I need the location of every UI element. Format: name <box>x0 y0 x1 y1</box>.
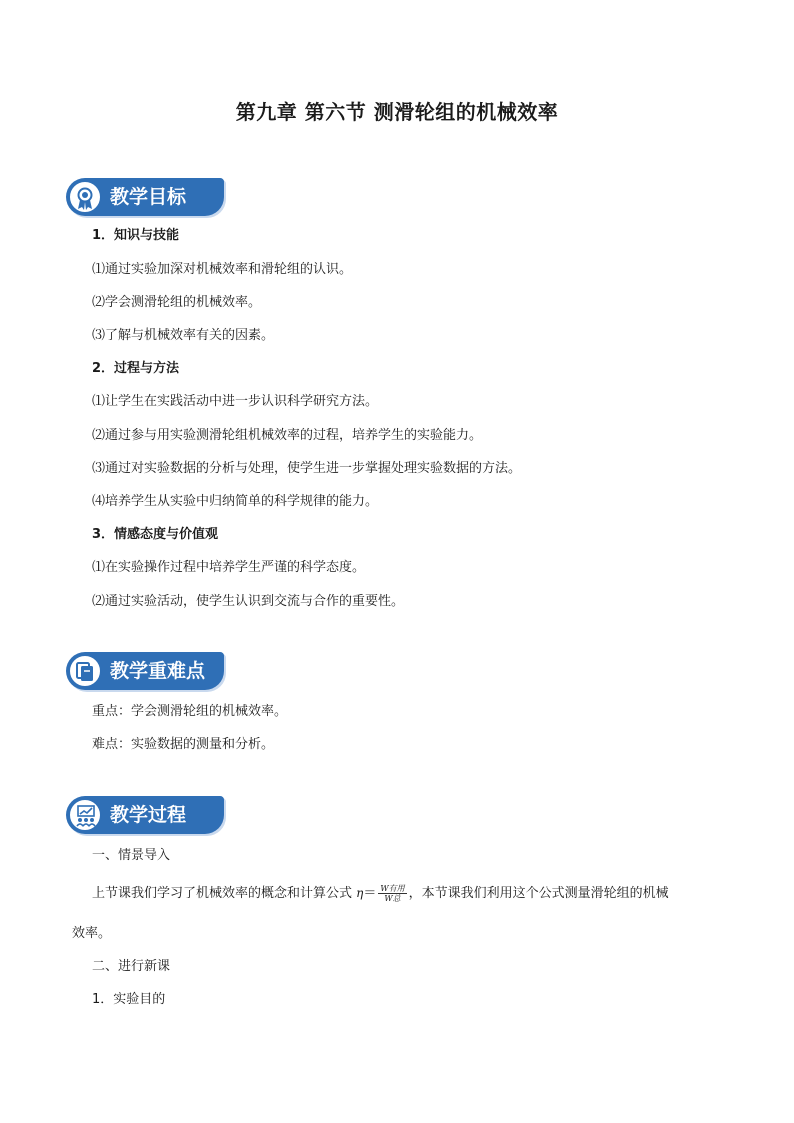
page-title: 第九章 第六节 测滑轮组的机械效率 <box>235 100 559 124</box>
experiment-purpose-heading: 1．实验目的 <box>92 992 166 1007</box>
section-heading: 教学过程 <box>110 804 187 826</box>
new-lesson-heading: 二、进行新课 <box>92 959 171 974</box>
intro-heading: 一、情景导入 <box>92 848 171 863</box>
key-point: 重点：学会测滑轮组的机械效率。 <box>92 704 288 719</box>
section-banner-process <box>66 796 226 838</box>
list-item: ⑵通过参与用实验测滑轮组机械效率的过程，培养学生的实验能力。 <box>92 428 483 443</box>
list-item: ⑶通过对实验数据的分析与处理，使学生进一步掌握处理实验数据的方法。 <box>92 461 522 476</box>
subheading-knowledge: 1．知识与技能 <box>92 228 180 243</box>
section-heading: 教学重难点 <box>110 660 206 682</box>
formula-numerator: W有用 <box>380 884 405 893</box>
list-item: ⑴让学生在实践活动中进一步认识科学研究方法。 <box>92 394 379 409</box>
intro-text: 上节课我们学习了机械效率的概念和计算公式 <box>92 886 353 901</box>
list-item: ⑵学会测滑轮组的机械效率。 <box>92 295 262 310</box>
difficult-point: 难点：实验数据的测量和分析。 <box>92 737 275 752</box>
section-banner-keypoints <box>66 652 226 694</box>
list-item: ⑵通过实验活动，使学生认识到交流与合作的重要性。 <box>92 594 405 609</box>
section-banner-objectives <box>66 178 226 220</box>
list-item: ⑴在实验操作过程中培养学生严谨的科学态度。 <box>92 560 366 575</box>
medal-icon <box>68 180 102 214</box>
subheading-process: 2．过程与方法 <box>92 361 180 376</box>
books-icon <box>68 654 102 688</box>
formula-eq: ＝ <box>363 886 377 901</box>
intro-text-wrap: 效率。 <box>72 926 112 941</box>
list-item: ⑷培养学生从实验中归纳简单的科学规律的能力。 <box>92 494 379 509</box>
formula-denominator: W总 <box>384 894 401 903</box>
formula-eta: η <box>356 886 364 900</box>
section-heading: 教学目标 <box>110 186 187 208</box>
chart-people-icon <box>68 798 102 832</box>
intro-paragraph <box>92 880 752 906</box>
list-item: ⑴通过实验加深对机械效率和滑轮组的认识。 <box>92 262 353 277</box>
intro-text: ，本节课我们利用这个公式测量滑轮组的机械 <box>408 886 669 901</box>
subheading-attitude: 3．情感态度与价值观 <box>92 527 219 542</box>
list-item: ⑶了解与机械效率有关的因素。 <box>92 328 275 343</box>
efficiency-formula <box>378 884 406 903</box>
